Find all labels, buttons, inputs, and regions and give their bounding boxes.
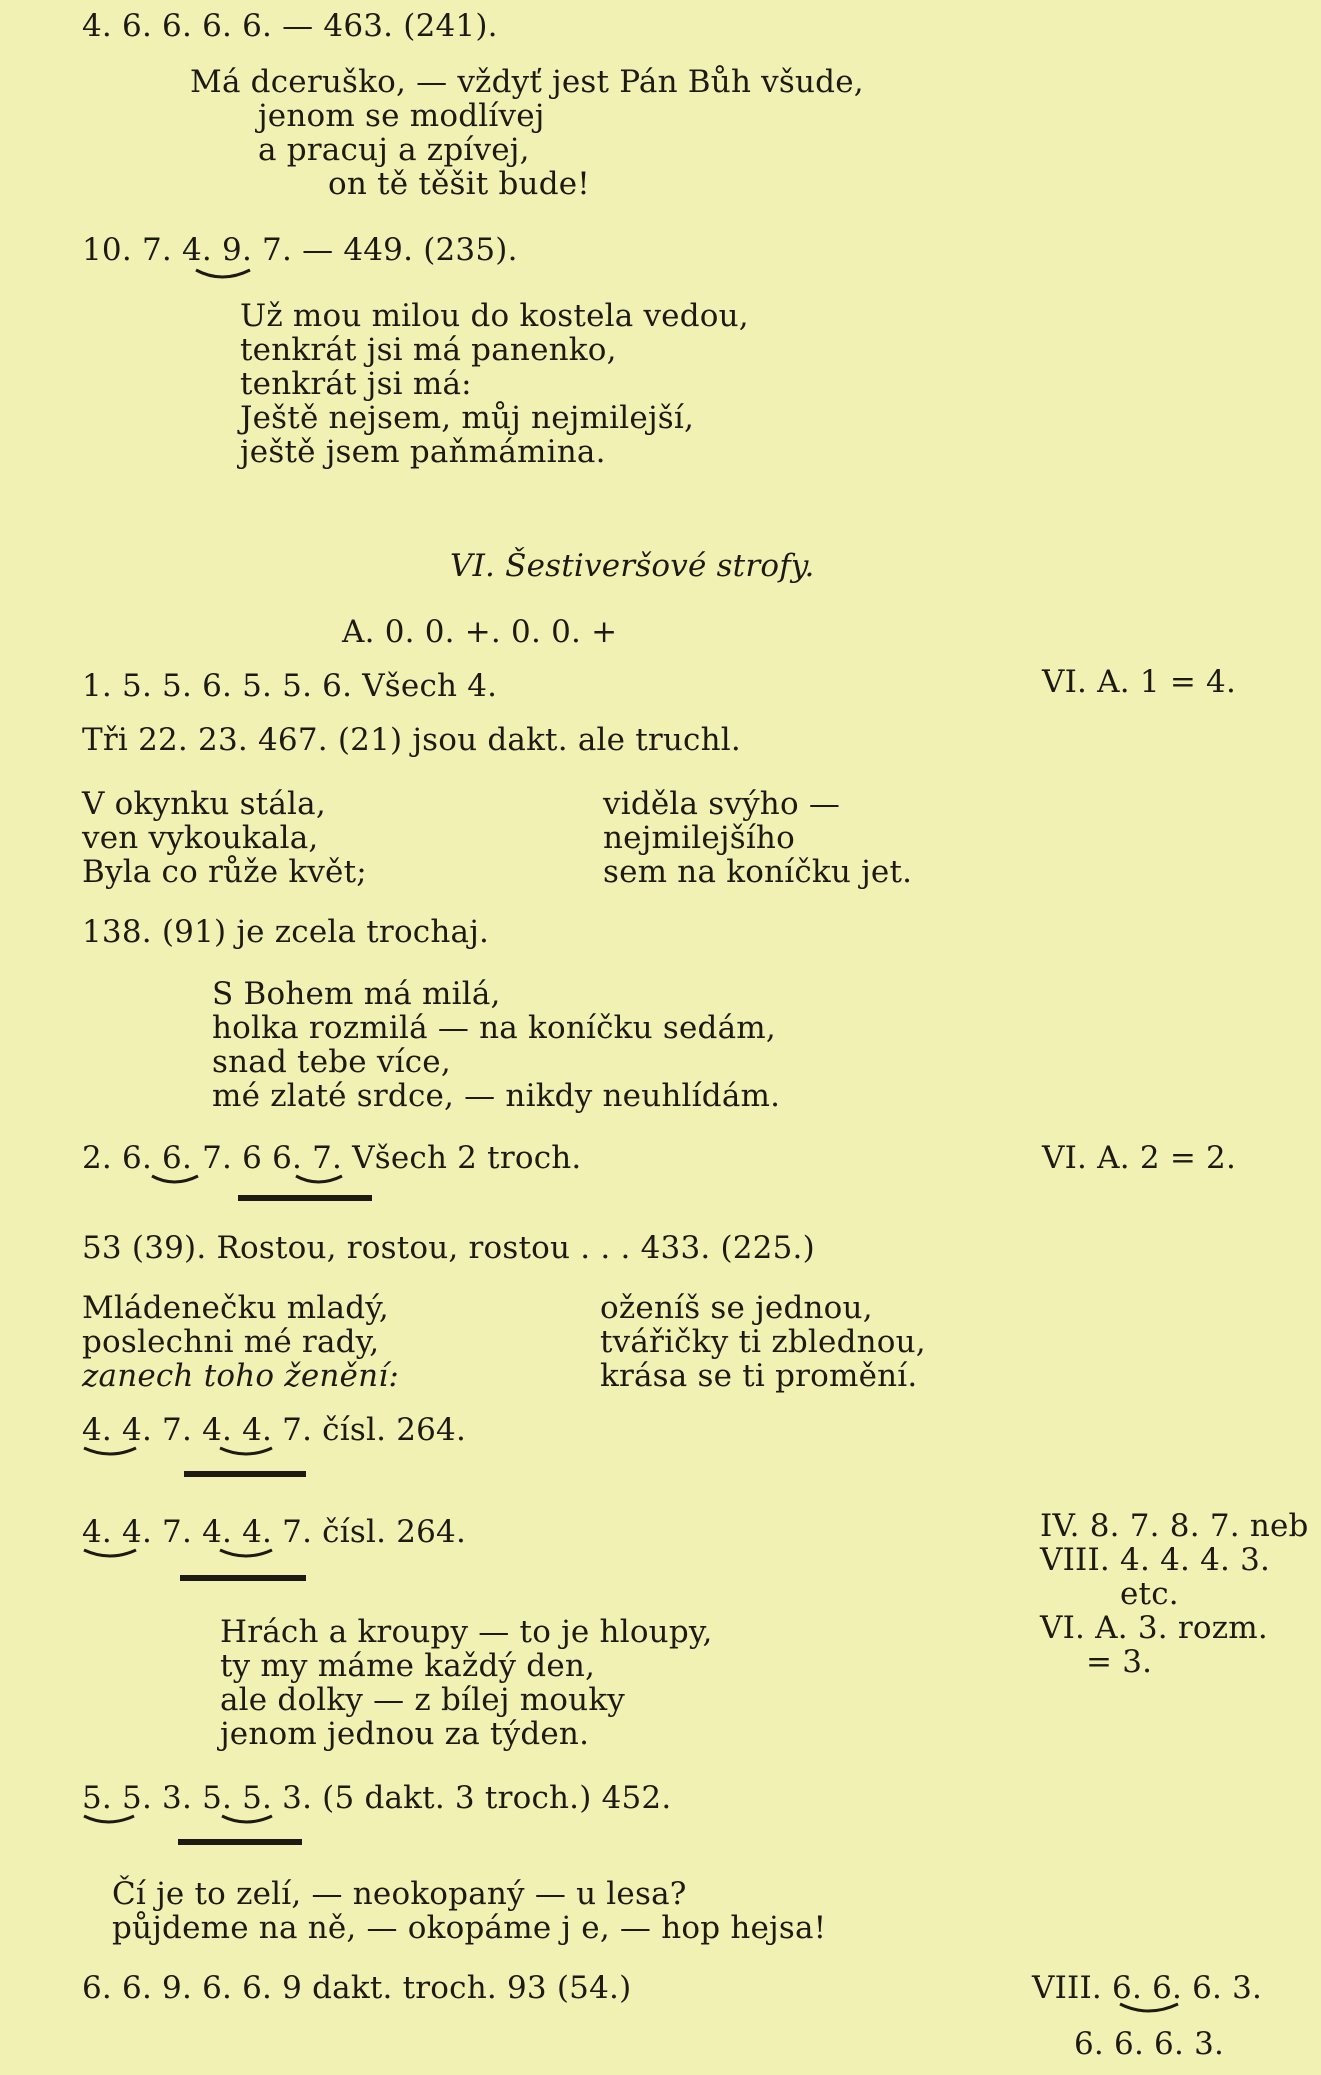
- slur-mark: [296, 1176, 342, 1182]
- verse-line: půjdeme na ně, — okopáme j e, — hop hejsa!: [112, 1910, 827, 1946]
- verse-line: snad tebe více,: [212, 1044, 451, 1080]
- section-title: VI. Šestiveršové strofy.: [450, 548, 815, 584]
- verse-line: tenkrát jsi má:: [240, 366, 472, 402]
- strophe-1-header: 1. 5. 5. 6. 5. 5. 6. Všech 4.: [82, 668, 498, 704]
- slur-mark: [84, 1550, 136, 1556]
- verse-line: jenom se modlívej: [258, 98, 545, 134]
- strophe-5-margin-note: 6. 6. 6. 3.: [1074, 2026, 1225, 2062]
- verse-line-left: zanech toho ženění:: [82, 1358, 400, 1394]
- strophe-2-header: 2. 6. 6. 7. 6 6. 7. Všech 2 troch.: [82, 1140, 582, 1176]
- strophe-3-margin-note: IV. 8. 7. 8. 7. neb: [1040, 1508, 1309, 1544]
- strophe-4-header: 5. 5. 3. 5. 5. 3. (5 dakt. 3 troch.) 452.: [82, 1780, 672, 1816]
- verse-line: ale dolky — z bílej mouky: [220, 1682, 626, 1718]
- verse-line-left: Mládenečku mladý,: [82, 1290, 389, 1326]
- strophe-5-header: 6. 6. 9. 6. 6. 9 dakt. troch. 93 (54.): [82, 1970, 632, 2006]
- verse-line-right: krása se ti promění.: [600, 1358, 918, 1394]
- strophe-3-margin-note: etc.: [1120, 1576, 1179, 1612]
- verse-line-right: oženíš se jednou,: [600, 1290, 873, 1326]
- meter-pattern-463: 4. 6. 6. 6. 6. — 463. (241).: [82, 8, 498, 44]
- strophe-3-margin-note: = 3.: [1086, 1644, 1153, 1680]
- meter-pattern-449: 10. 7. 4. 9. 7. — 449. (235).: [82, 232, 518, 268]
- verse-line: jenom jednou za týden.: [220, 1716, 590, 1752]
- strophe-3-header: 4. 4. 7. 4. 4. 7. čísl. 264.: [82, 1514, 467, 1550]
- verse-line: a pracuj a zpívej,: [258, 132, 530, 168]
- slur-mark: [84, 1816, 134, 1822]
- verse-line-right: nejmilejšího: [603, 820, 795, 856]
- verse-line: Má dceruško, — vždyť jest Pán Bůh všude,: [190, 64, 864, 100]
- verse-line-left: Byla co růže květ;: [82, 854, 367, 890]
- verse-line: ty my máme každý den,: [220, 1648, 596, 1684]
- strophe-2-margin-note: VI. A. 2 = 2.: [1042, 1140, 1237, 1176]
- verse-line-right: viděla svýho —: [603, 786, 841, 822]
- slur-mark: [220, 1550, 272, 1556]
- slur-mark: [222, 1816, 272, 1822]
- strophe-1-note: Tři 22. 23. 467. (21) jsou dakt. ale truchl.: [82, 722, 741, 758]
- verse-line: Čí je to zelí, — neokopaný — u lesa?: [112, 1876, 687, 1912]
- verse-line: holka rozmilá — na koníčku sedám,: [212, 1010, 776, 1046]
- slur-mark: [152, 1176, 198, 1182]
- verse-line: Ještě nejsem, můj nejmilejší,: [240, 400, 695, 436]
- slur-mark: [220, 1448, 272, 1454]
- slur-mark: [84, 1448, 136, 1454]
- verse-line-left: poslechni mé rady,: [82, 1324, 380, 1360]
- verse-line: mé zlaté srdce, — nikdy neuhlídám.: [212, 1078, 781, 1114]
- verse-line: on tě těšit bude!: [328, 166, 590, 202]
- verse-line-right: tvářičky ti zblednou,: [600, 1324, 926, 1360]
- verse-line-right: sem na koníčku jet.: [603, 854, 913, 890]
- meter-pattern-264: 4. 4. 7. 4. 4. 7. čísl. 264.: [82, 1412, 467, 1448]
- verse-line: Už mou milou do kostela vedou,: [240, 298, 749, 334]
- verse-line: ještě jsem paňmámina.: [240, 434, 606, 470]
- verse-line-left: V okynku stála,: [82, 786, 326, 822]
- strophe-1-note-2: 138. (91) je zcela trochaj.: [82, 914, 490, 950]
- strophe-5-margin-note: VIII. 6. 6. 6. 3.: [1032, 1970, 1263, 2006]
- verse-line: Hrách a kroupy — to je hloupy,: [220, 1614, 713, 1650]
- strophe-2-note: 53 (39). Rostou, rostou, rostou . . . 433. (225.): [82, 1230, 815, 1266]
- slur-mark: [196, 270, 250, 277]
- strophe-3-margin-note: VI. A. 3. rozm.: [1040, 1610, 1268, 1646]
- verse-line: S Bohem má milá,: [212, 976, 501, 1012]
- verse-line: tenkrát jsi má panenko,: [240, 332, 617, 368]
- strophe-1-margin-note: VI. A. 1 = 4.: [1042, 664, 1237, 700]
- verse-line-left: ven vykoukala,: [82, 820, 319, 856]
- section-subtitle: A. 0. 0. +. 0. 0. +: [342, 614, 618, 650]
- strophe-3-margin-note: VIII. 4. 4. 4. 3.: [1040, 1542, 1271, 1578]
